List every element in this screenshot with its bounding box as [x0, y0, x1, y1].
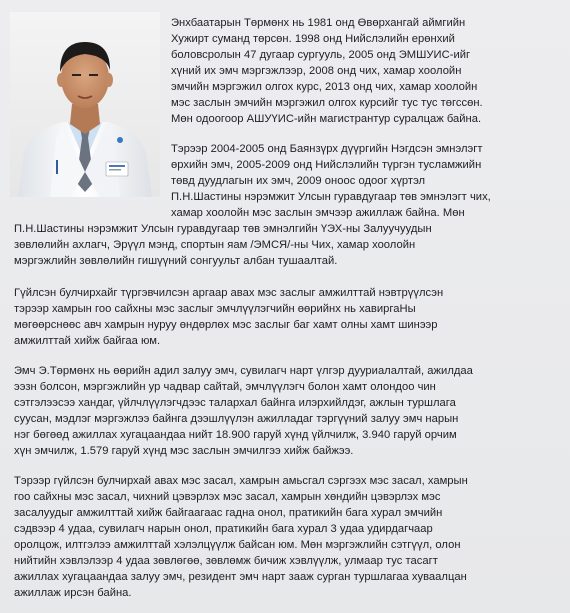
text-line: нэг бөгөөд ажиллах хугацаандаа нийт 18.900 гаруй хүнд үйлчилж, 3.940 гаруй орчим — [14, 429, 457, 441]
text-line: Гүйлсэн булчирхайг түргэвчилсэн аргаар авах мэс заслыг амжилттай нэвтрүүлсэн — [14, 287, 444, 299]
text-line: П.Н.Шастины нэрэмжит Улсын гуравдугаар төв эмнэлгийн ҮЭХ-ны Залуучуудын — [14, 223, 432, 235]
text-line: мэргэжлийн зөвлөлийн гишүүний сонгуульт албан тушаалтай. — [14, 255, 338, 267]
text-line: өрхийн эмч, 2005-2009 онд Нийслэлийн түргэн тусламжийн — [171, 159, 482, 171]
text-line: төвд дуудлагын их эмч, 2009 оноос одоог хүртэл — [171, 175, 426, 187]
text-line: засалуудыг амжилттай хийж байгаагаас гадна онол, пратикийн бага хурал эмчийн — [14, 507, 443, 519]
text-line: Тэрээр 2004-2005 онд Баянзүрх дүүргийн Нэгдсэн эмнэлэгт — [171, 143, 483, 155]
text-line: хүн эмчилж, 1.579 гаруй хүнд мэс заслын эмчилгээ хийж байжээ. — [14, 445, 354, 457]
text-line: сэдвээр 4 удаа, сувилагч нарын онол, пратикийн бага хурал 3 удаа удирдагчаар — [14, 523, 433, 535]
text-line: Эмч Э.Төрмөнх нь өөрийн адил залуу эмч, сувилагч нарт үлгэр дууриалалтай, ажилдаа — [14, 365, 473, 377]
text-line: гоо сайхны мэс засал, чихний цэвэрлэх мэс засал, хамрын хөндийн цэвэрлэх мэс — [14, 491, 441, 503]
text-line: Хужирт суманд төрсөн. 1998 онд Нийслэлийн ерөнхий — [171, 33, 455, 45]
text-line: нийтийн хэвлэлээр 4 удаа зөвлөгөө, зөвлөмж бичиж хэвлүүлж, улмаар тус тасагт — [14, 555, 438, 567]
text-line: П.Н.Шастины нэрэмжит Улсын гуравдугаар төв эмнэлэгт чих, — [171, 191, 491, 203]
text-line: зөвлөлийн ахлагч, Эрүүл мэнд, спортын яам /ЭМСЯ/-ны Чих, хамар хоолойн — [14, 239, 416, 251]
text-line: тэрээр хамрын гоо сайхны мэс заслыг эмчлүүлэгчийн өөрийнх нь хавиргаНы — [14, 303, 416, 315]
text-line: ээзн болсон, мэргэжлийн ур чадвар сайтай, эмчлүүлэгч болон хамт олондоо чин — [14, 381, 436, 393]
text-line: ажиллаж ирсэн байна. — [14, 587, 132, 599]
text-line: ажиллах хугацаандаа залуу эмч, резидент эмч нарт зааж сурган туршлагаа хуваалцан — [14, 571, 467, 583]
text-line: мэс заслын эмчийн мэргэжил олгох курсийг тус тус төгссөн. — [171, 97, 483, 109]
text-line: эмчийн мэргэжил олгох курс, 2013 онд чих, хамар хоолойн — [171, 81, 478, 93]
text-line: мөгөөрснөөс авч хамрын нуруу өндөрлөх мэс заслыг баг хамт олны хамт шинээр — [14, 319, 438, 331]
text-line: оролцож, илтгэлээ амжилттай хэлэлцүүлж байсан юм. Мөн мэргэжлийн сэтгүүл, олон — [14, 539, 461, 551]
text-line: хамар хоолойн мэс заслын эмчээр ажиллаж байна. Мөн — [171, 207, 465, 219]
text-line: Мөн одоогоор АШУҮИС-ийн магистрантур суралцаж байна. — [171, 113, 482, 125]
text-line: сэтгэлээсээ хандаг, үйлчлүүлэгчдээс талархал байнга илэрхийлдэг, ажлын туршлага — [14, 397, 456, 409]
text-line: боловсролын 47 дугаар сургууль, 2005 онд ЭМШУИС-ийг — [171, 49, 471, 61]
text-line: Энхбаатарын Төрмөнх нь 1981 онд Өвөрхангай аймгийн — [171, 17, 466, 29]
text-line: Тэрээр гүйлсэн булчирхай авах мэс засал, хамрын амьсгал сэргээх мэс засал, хамрын — [14, 475, 468, 487]
doctor-portrait-photo — [10, 12, 160, 197]
doctor-portrait-image — [10, 12, 160, 197]
text-line: хүний их эмч мэргэжлээр, 2008 онд чих, хамар хоолойн — [171, 65, 462, 77]
text-line: амжилттай хийж байгаа юм. — [14, 335, 161, 347]
text-line: суусан, мэдлэг мэргэжлээ байнга дээшлүүлэн ажилладаг тэргүүний залуу эмч нарын — [14, 413, 459, 425]
